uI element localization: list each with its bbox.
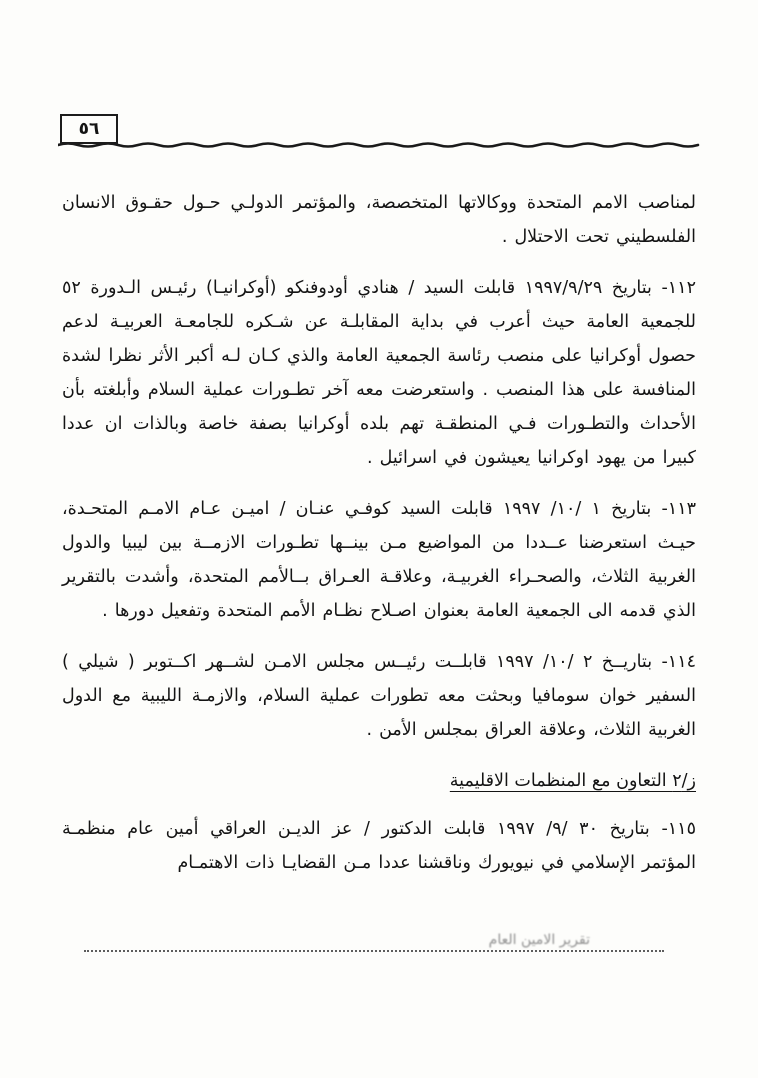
paragraph-113-number: ١١٣- — [661, 499, 696, 519]
paragraph-115-text: بتاريخ ٣٠ /٩/ ١٩٩٧ قابلت الدكتور / عز الديـن العراقي أمين عام منظمـة المؤتمر الإسلامي في نيويورك وناقشنا عددا مـن القضايـا ذات الاهتمـام — [62, 819, 696, 873]
footer-text: تقرير الامين العام — [488, 932, 590, 948]
section-heading: ز/٢ التعاون مع المنظمات الاقليمية — [449, 771, 696, 791]
page-number-box — [60, 114, 118, 144]
paragraph-112-number: ١١٢- — [661, 278, 696, 298]
paragraph-114 — [62, 645, 696, 747]
paragraph-113-text: بتاريخ ١ /١٠/ ١٩٩٧ قابلت السيد كوفـي عنـان / اميـن عـام الامـم المتحـدة، حيـث استعرضنا عــددا من المواضيع مـن بينــها تطـورات الازمــة بين ليبيا والدول الغربية الثلاث، والصحـراء الغربيـة، وعلاقـة العـراق بــالأمم المتحدة، وأشدت بالتقرير الذي قدمه الى الجمعية العامة بعنوان اصـلاح نظـام الأمم المتحدة وتفعيل دورها . — [62, 499, 696, 621]
paragraph-114-text: بتاريــخ ٢ /١٠/ ١٩٩٧ قابلــت رئيــس مجلس الامـن لشــهر اكــتوبر ( شيلي ) السفير خوان سومافيا وبحثت معه تطورات عملية السلام، والازمـة الليبية مع الدول الغربية الثلاث، وعلاقة العراق بمجلس الأمن . — [62, 652, 696, 740]
paragraph-114-number: ١١٤- — [661, 652, 696, 672]
page-number: ٥٦ — [78, 119, 100, 139]
paragraph-115-number: ١١٥- — [661, 819, 696, 839]
document-body — [62, 186, 696, 897]
paragraph-112-text: بتاريخ ١٩٩٧/٩/٢٩ قابلت السيد / هنادي أودوفنكو (أوكرانيـا) رئيـس الـدورة ٥٢ للجمعية العامة حيث أعرب في بداية المقابلـة عن شـكره للجامعـة العربيـة لدعم حصول أوكرانيا على منصب رئاسة الجمعية العامة والذي كـان لـه أكبر الأثر نظرا لشدة المنافسة على هذا المنصب . واستعرضت معه آخر تطـورات عملية السلام وأبلغته بأن الأحداث والتطـورات فـي المنطقـة تهم بلده أوكرانيا بصفة خاصة وبالذات ان عددا كبيرا من يهود اوكرانيا يعيشون في اسرائيل . — [62, 278, 696, 468]
intro-paragraph: لمناصب الامم المتحدة ووكالاتها المتخصصة، والمؤتمر الدولـي حـول حقـوق الانسان الفلسطيني تحت الاحتلال . — [62, 193, 696, 247]
paragraph-112 — [62, 271, 696, 475]
decorative-top-rule — [58, 140, 706, 150]
paragraph-115 — [62, 812, 696, 880]
paragraph-113 — [62, 492, 696, 628]
